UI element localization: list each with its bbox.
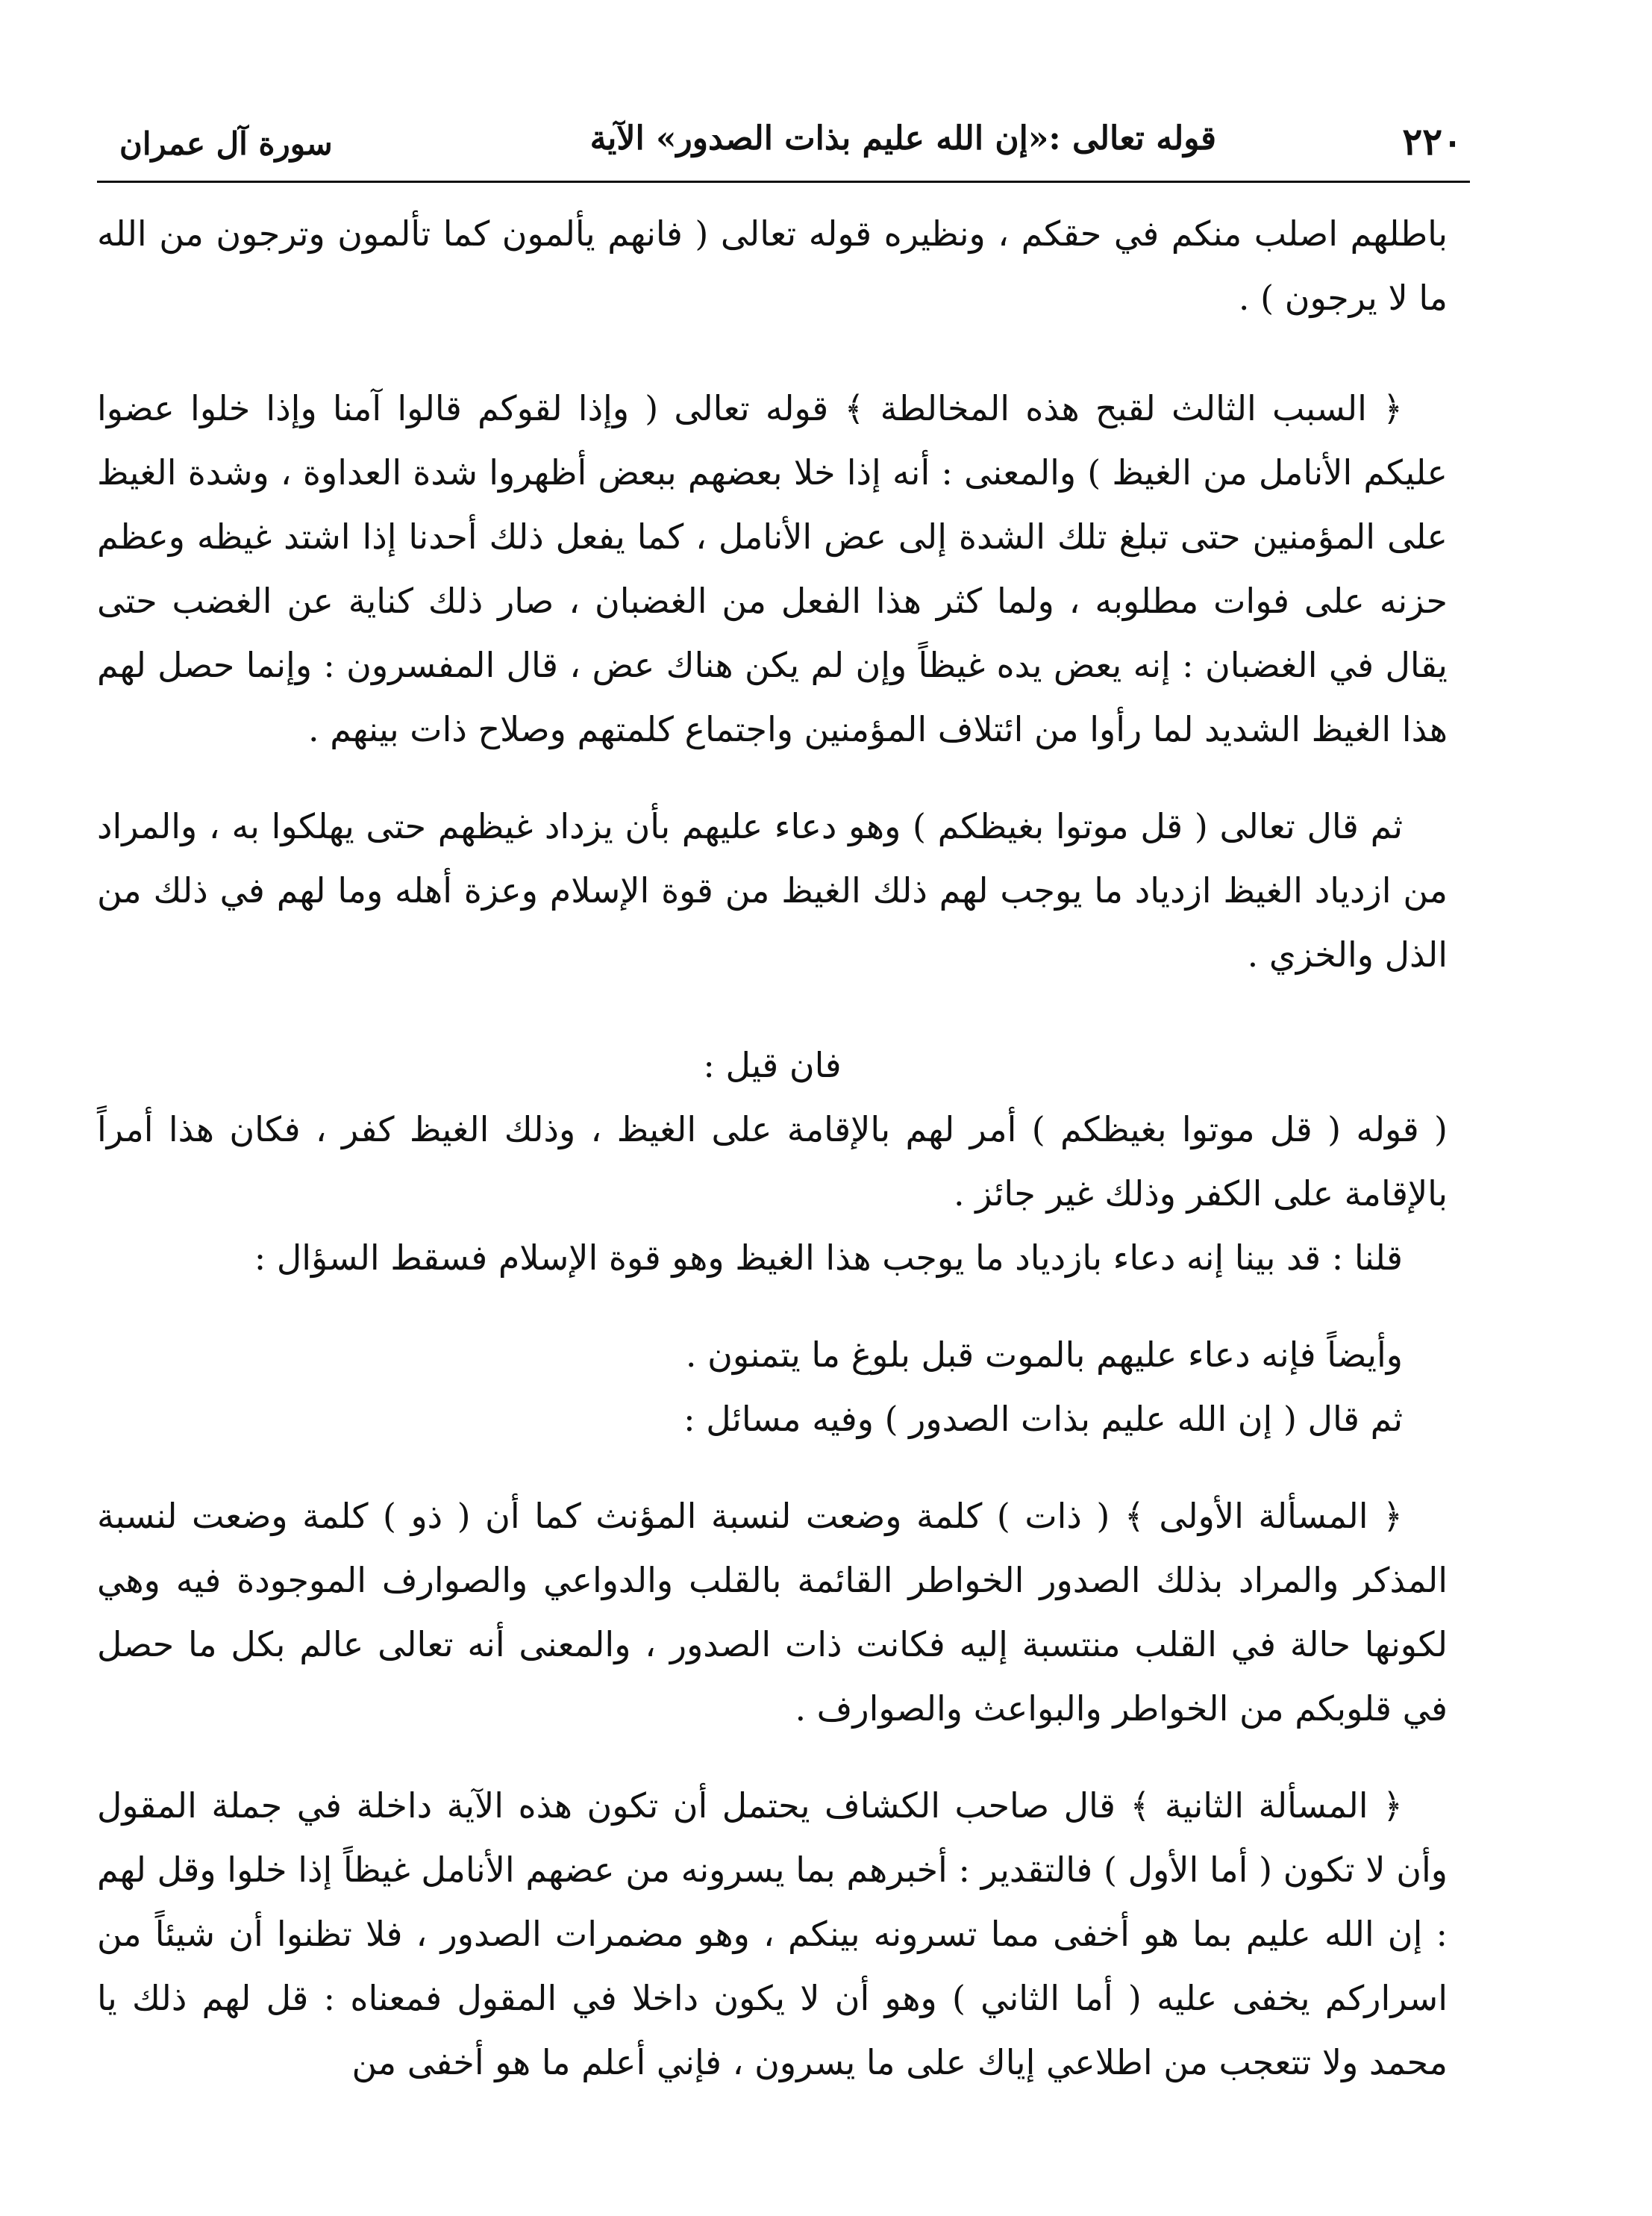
paragraph-answer: قلنا : قد بينا إنه دعاء بازدياد ما يوجب هذا الغيظ وهو قوة الإسلام فسقط السؤال : bbox=[254, 1237, 1403, 1278]
paragraph-also: وأيضاً فإنه دعاء عليهم بالموت قبل بلوغ ما يتمنون . bbox=[685, 1335, 1403, 1375]
objection-heading: فان قيل : bbox=[703, 1045, 842, 1085]
page-header bbox=[119, 112, 1462, 172]
paragraph-objection: ( قوله ( قل موتوا بغيظكم ) أمر لهم بالإقامة على الغيظ ، وذلك الغيظ كفر ، فكان هذا أمراً بالإقامة على الكفر وذلك غير جائز . bbox=[97, 1109, 1448, 1214]
body-text bbox=[97, 202, 1448, 2094]
page-number: ٢٢٠ bbox=[1402, 119, 1462, 163]
surah-name: سورة آل عمران bbox=[119, 125, 333, 162]
paragraph-third-reason: ﴿ السبب الثالث لقبح هذه المخالطة ﴾ قوله تعالى ( وإذا لقوكم قالوا آمنا وإذا خلوا عضوا عليكم الأنامل من الغيظ ) والمعنى : أنه إذا خلا بعضهم ببعض أظهروا شدة العداوة ، وشدة الغيظ على المؤمنين حتى تبلغ تلك الشدة إلى عض الأنامل ، كما يفعل ذلك أحدنا إذا اشتد غيظه وعظم حزنه على فوات مطلوبه ، ولما كثر هذا الفعل من الغضبان ، صار ذلك كناية عن الغضب حتى يقال في الغضبان : إنه يعض يده غيظاً وإن لم يكن هناك عض ، قال المفسرون : وإنما حصل لهم هذا الغيظ الشديد لما رأوا من ائتلاف المؤمنين واجتماع كلمتهم وصلاح ذات بينهم . bbox=[97, 388, 1448, 749]
header-rule bbox=[97, 181, 1470, 183]
running-title: قوله تعالى :«إن الله عليم بذات الصدور» الآية bbox=[589, 119, 1216, 157]
paragraph-issues-intro: ثم قال ( إن الله عليم بذات الصدور ) وفيه مسائل : bbox=[683, 1399, 1403, 1439]
paragraph-continuation: باطلهم اصلب منكم في حقكم ، ونظيره قوله تعالى ( فانهم يألمون كما تألمون وترجون من الله ما لا يرجون ) . bbox=[97, 213, 1448, 318]
paragraph-die-in-rage: ثم قال تعالى ( قل موتوا بغيظكم ) وهو دعاء عليهم بأن يزداد غيظهم حتى يهلكوا به ، والمراد من ازدياد الغيظ ازدياد ما يوجب لهم ذلك الغيظ من قوة الإسلام وعزة أهله وما لهم في ذلك من الذل والخزي . bbox=[97, 806, 1448, 975]
paragraph-first-issue: ﴿ المسألة الأولى ﴾ ( ذات ) كلمة وضعت لنسبة المؤنث كما أن ( ذو ) كلمة وضعت لنسبة المذكر والمراد بذلك الصدور الخواطر القائمة بالقلب والدواعي والصوارف الموجودة فيه وهي لكونها حالة في القلب منتسبة إليه فكانت ذات الصدور ، والمعنى أنه تعالى عالم بكل ما حصل في قلوبكم من الخواطر والبواعث والصوارف . bbox=[97, 1496, 1448, 1729]
paragraph-second-issue: ﴿ المسألة الثانية ﴾ قال صاحب الكشاف يحتمل أن تكون هذه الآية داخلة في جملة المقول وأن لا تكون ( أما الأول ) فالتقدير : أخبرهم بما يسرونه من عضهم الأنامل غيظاً إذا خلوا وقل لهم : إن الله عليم بما هو أخفى مما تسرونه بينكم ، وهو مضمرات الصدور ، فلا تظنوا أن شيئاً من اسراركم يخفى عليه ( أما الثاني ) وهو أن لا يكون داخلا في المقول فمعناه : قل لهم ذلك يا محمد ولا تتعجب من اطلاعي إياك على ما يسرون ، فإني أعلم ما هو أخفى من bbox=[97, 1785, 1448, 2082]
